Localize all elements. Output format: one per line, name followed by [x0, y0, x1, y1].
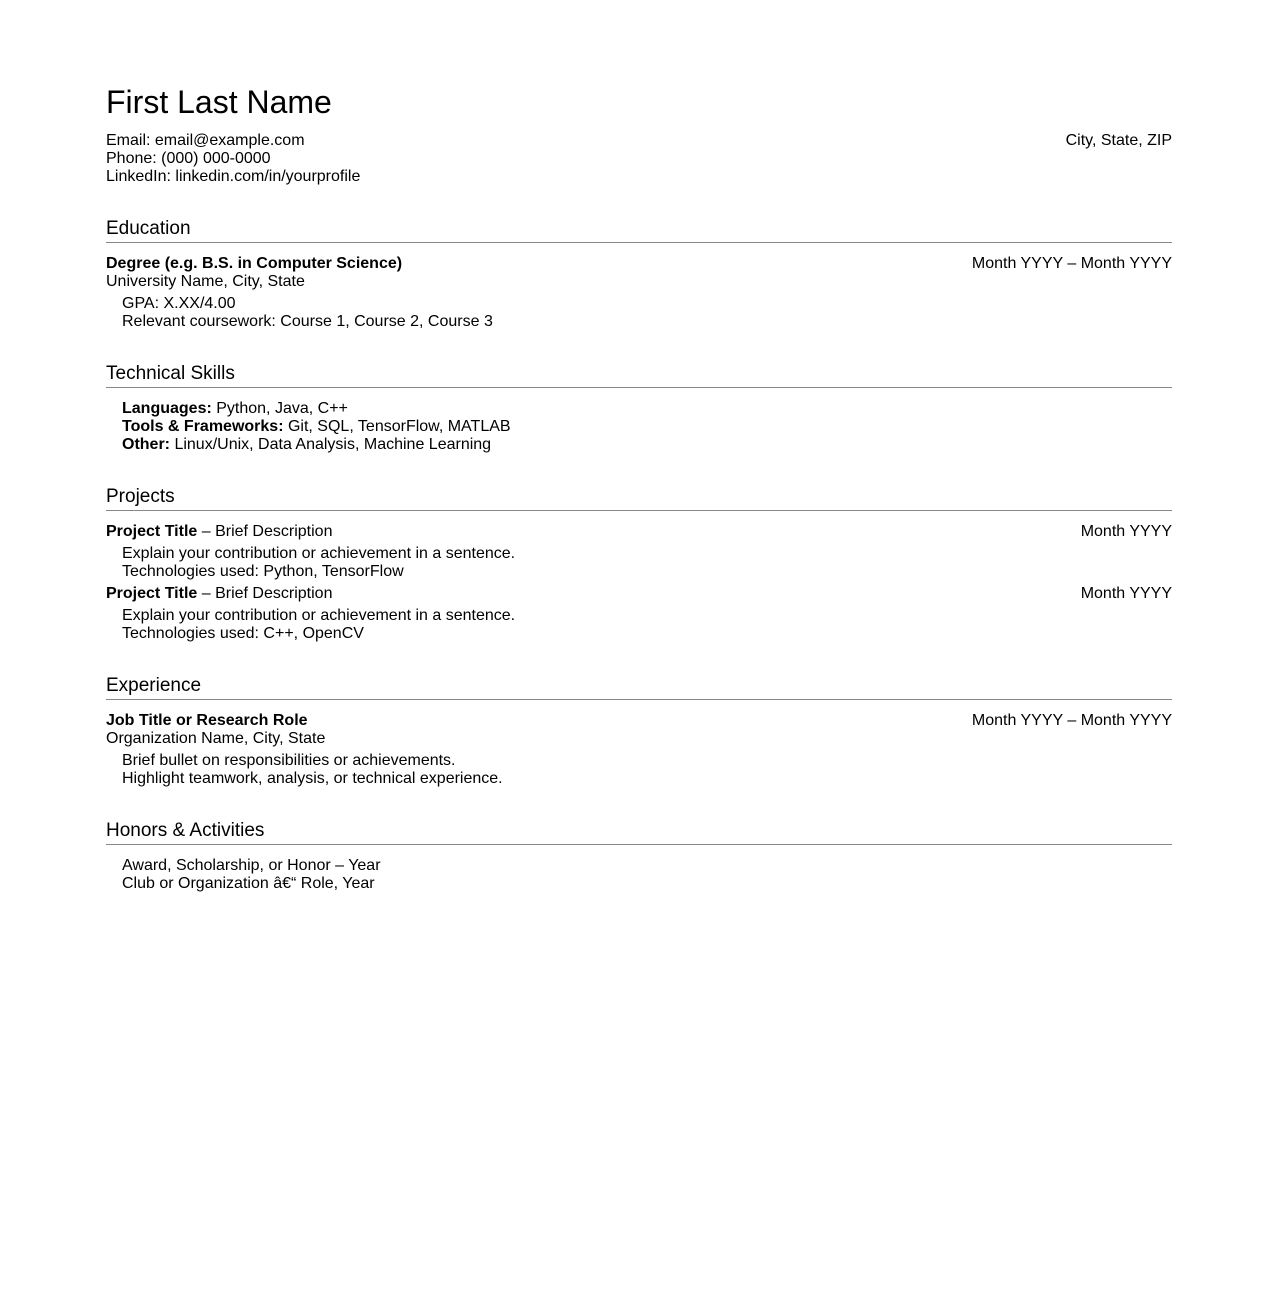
job-title: Job Title or Research Role [106, 712, 308, 729]
phone-line: Phone: (000) 000-0000 [106, 150, 271, 167]
location-line: City, State, ZIP [1065, 132, 1172, 149]
project-heading [106, 585, 332, 603]
project-detail: Explain your contribution or achievement in a sentence. [122, 607, 516, 624]
section-projects [106, 486, 1172, 643]
honors-body [106, 845, 1172, 893]
linkedin-line: LinkedIn: linkedin.com/in/yourprofile [106, 168, 361, 185]
skill-label: Other: [122, 436, 170, 453]
candidate-name: First Last Name [106, 84, 332, 120]
section-honors [106, 820, 1172, 893]
section-skills [106, 363, 1172, 454]
skill-value: Git, SQL, TensorFlow, MATLAB [283, 418, 511, 435]
resume-page [106, 0, 1172, 893]
projects-body [106, 511, 1172, 643]
honor-item: Award, Scholarship, or Honor – Year [122, 857, 381, 874]
project-details [106, 607, 1172, 643]
contact-left [106, 132, 360, 186]
skill-row [122, 436, 1172, 454]
project-date: Month YYYY [1080, 523, 1172, 540]
skill-label: Languages: [122, 400, 212, 417]
experience-head [106, 712, 1172, 730]
experience-detail: Highlight teamwork, analysis, or technical experience. [122, 770, 503, 787]
experience-dates: Month YYYY – Month YYYY [971, 712, 1172, 729]
project-date: Month YYYY [1080, 585, 1172, 602]
section-title-honors: Honors & Activities [106, 820, 1172, 845]
project-entry [106, 523, 1172, 581]
section-title-projects: Projects [106, 486, 1172, 511]
education-detail: GPA: X.XX/4.00 [122, 295, 236, 312]
project-details [106, 545, 1172, 581]
section-title-education: Education [106, 218, 1172, 243]
project-detail: Explain your contribution or achievement in a sentence. [122, 545, 516, 562]
project-entry [106, 585, 1172, 643]
project-desc: – Brief Description [197, 585, 333, 602]
project-desc: – Brief Description [197, 523, 333, 540]
skill-value: Python, Java, C++ [211, 400, 348, 417]
contact-right [1066, 132, 1172, 186]
experience-detail: Brief bullet on responsibilities or achievements. [122, 752, 456, 769]
project-head [106, 585, 1172, 603]
project-name: Project Title [106, 585, 198, 602]
skill-label: Tools & Frameworks: [122, 418, 284, 435]
honor-item: Club or Organization â€“ Role, Year [122, 875, 375, 892]
section-title-skills: Technical Skills [106, 363, 1172, 388]
project-detail: Technologies used: Python, TensorFlow [122, 563, 404, 580]
section-experience [106, 675, 1172, 788]
section-education [106, 218, 1172, 331]
experience-details [106, 752, 1172, 788]
section-title-experience: Experience [106, 675, 1172, 700]
project-heading [106, 523, 332, 541]
project-detail: Technologies used: C++, OpenCV [122, 625, 364, 642]
project-name: Project Title [106, 523, 198, 540]
organization-line: Organization Name, City, State [106, 730, 326, 747]
education-entry-head [106, 255, 1172, 273]
education-details [106, 295, 1172, 331]
skill-row [122, 400, 1172, 418]
email-line: Email: email@example.com [106, 132, 305, 149]
education-detail: Relevant coursework: Course 1, Course 2, Course 3 [122, 313, 493, 330]
skill-row [122, 418, 1172, 436]
experience-body [106, 700, 1172, 788]
education-dates: Month YYYY – Month YYYY [971, 255, 1172, 272]
education-body [106, 243, 1172, 331]
school-line: University Name, City, State [106, 273, 305, 290]
degree-title: Degree (e.g. B.S. in Computer Science) [106, 255, 403, 272]
skills-body [106, 388, 1172, 454]
contact-info [106, 132, 1172, 186]
project-head [106, 523, 1172, 541]
skill-value: Linux/Unix, Data Analysis, Machine Learning [170, 436, 492, 453]
